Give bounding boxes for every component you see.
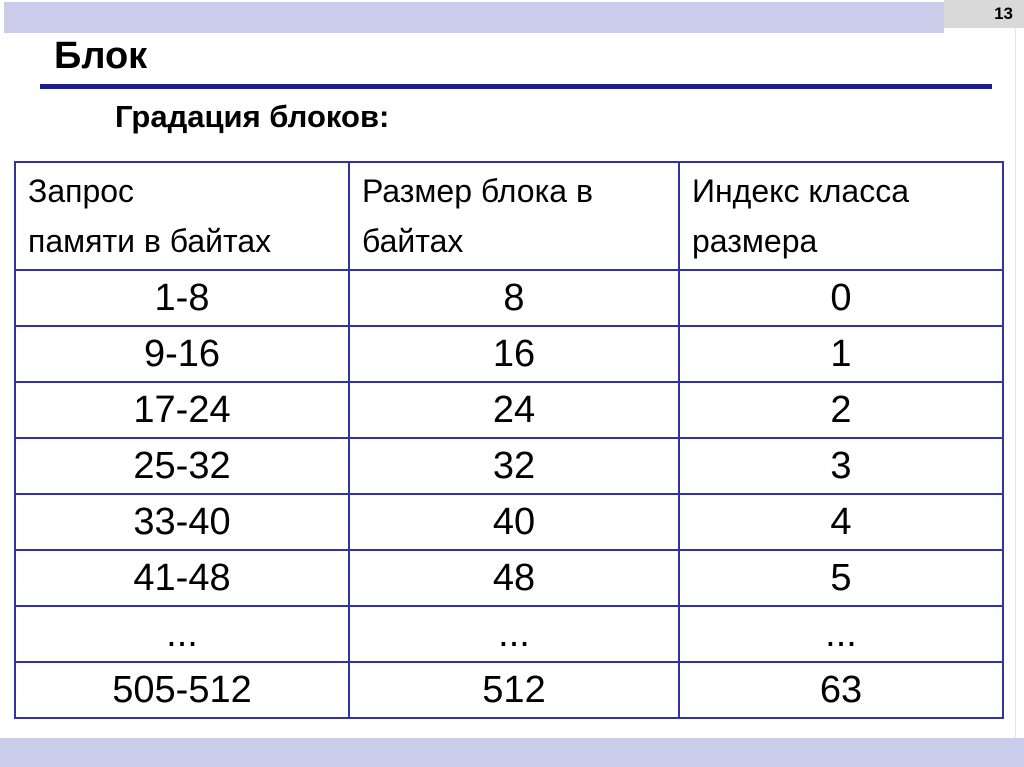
table-row [15, 550, 1003, 606]
table-row [15, 270, 1003, 326]
cell-block-size: 48 [349, 550, 679, 606]
header-line: размера [692, 223, 818, 259]
cell-class-index: ... [679, 606, 1003, 662]
cell-block-size: 8 [349, 270, 679, 326]
table-row [15, 662, 1003, 718]
header-line: Индекс класса [692, 173, 910, 209]
cell-request-range: 1-8 [15, 270, 349, 326]
cell-request-range: 505-512 [15, 662, 349, 718]
cell-class-index: 0 [679, 270, 1003, 326]
table-row [15, 494, 1003, 550]
col-header-memory-request [15, 162, 349, 270]
header-accent-bar [4, 2, 944, 33]
cell-request-range: 25-32 [15, 438, 349, 494]
footer-accent-bar [0, 738, 1024, 767]
cell-class-index: 63 [679, 662, 1003, 718]
table-header-row [15, 162, 1003, 270]
header-line: байтах [362, 223, 464, 259]
cell-class-index: 4 [679, 494, 1003, 550]
title-underline-rule [40, 84, 992, 89]
cell-block-size: 40 [349, 494, 679, 550]
cell-class-index: 5 [679, 550, 1003, 606]
table-row [15, 438, 1003, 494]
header-line: памяти в байтах [28, 223, 272, 259]
table-row-ellipsis [15, 606, 1003, 662]
header-line: Размер блока в [362, 173, 593, 209]
subtitle: Градация блоков: [115, 99, 390, 134]
slide-number: 13 [944, 0, 1024, 28]
col-header-size-class-index [679, 162, 1003, 270]
slide-edge-line [1015, 28, 1016, 738]
col-header-block-size [349, 162, 679, 270]
cell-class-index: 1 [679, 326, 1003, 382]
cell-block-size: 512 [349, 662, 679, 718]
table-row [15, 382, 1003, 438]
cell-class-index: 2 [679, 382, 1003, 438]
cell-block-size: 16 [349, 326, 679, 382]
header-line: Запрос [28, 173, 135, 209]
table-row [15, 326, 1003, 382]
cell-class-index: 3 [679, 438, 1003, 494]
cell-request-range: 17-24 [15, 382, 349, 438]
block-gradation-table [14, 161, 1004, 719]
cell-request-range: 9-16 [15, 326, 349, 382]
cell-request-range: 33-40 [15, 494, 349, 550]
cell-block-size: 32 [349, 438, 679, 494]
cell-request-range: ... [15, 606, 349, 662]
cell-block-size: ... [349, 606, 679, 662]
cell-request-range: 41-48 [15, 550, 349, 606]
cell-block-size: 24 [349, 382, 679, 438]
page-title: Блок [54, 35, 148, 77]
